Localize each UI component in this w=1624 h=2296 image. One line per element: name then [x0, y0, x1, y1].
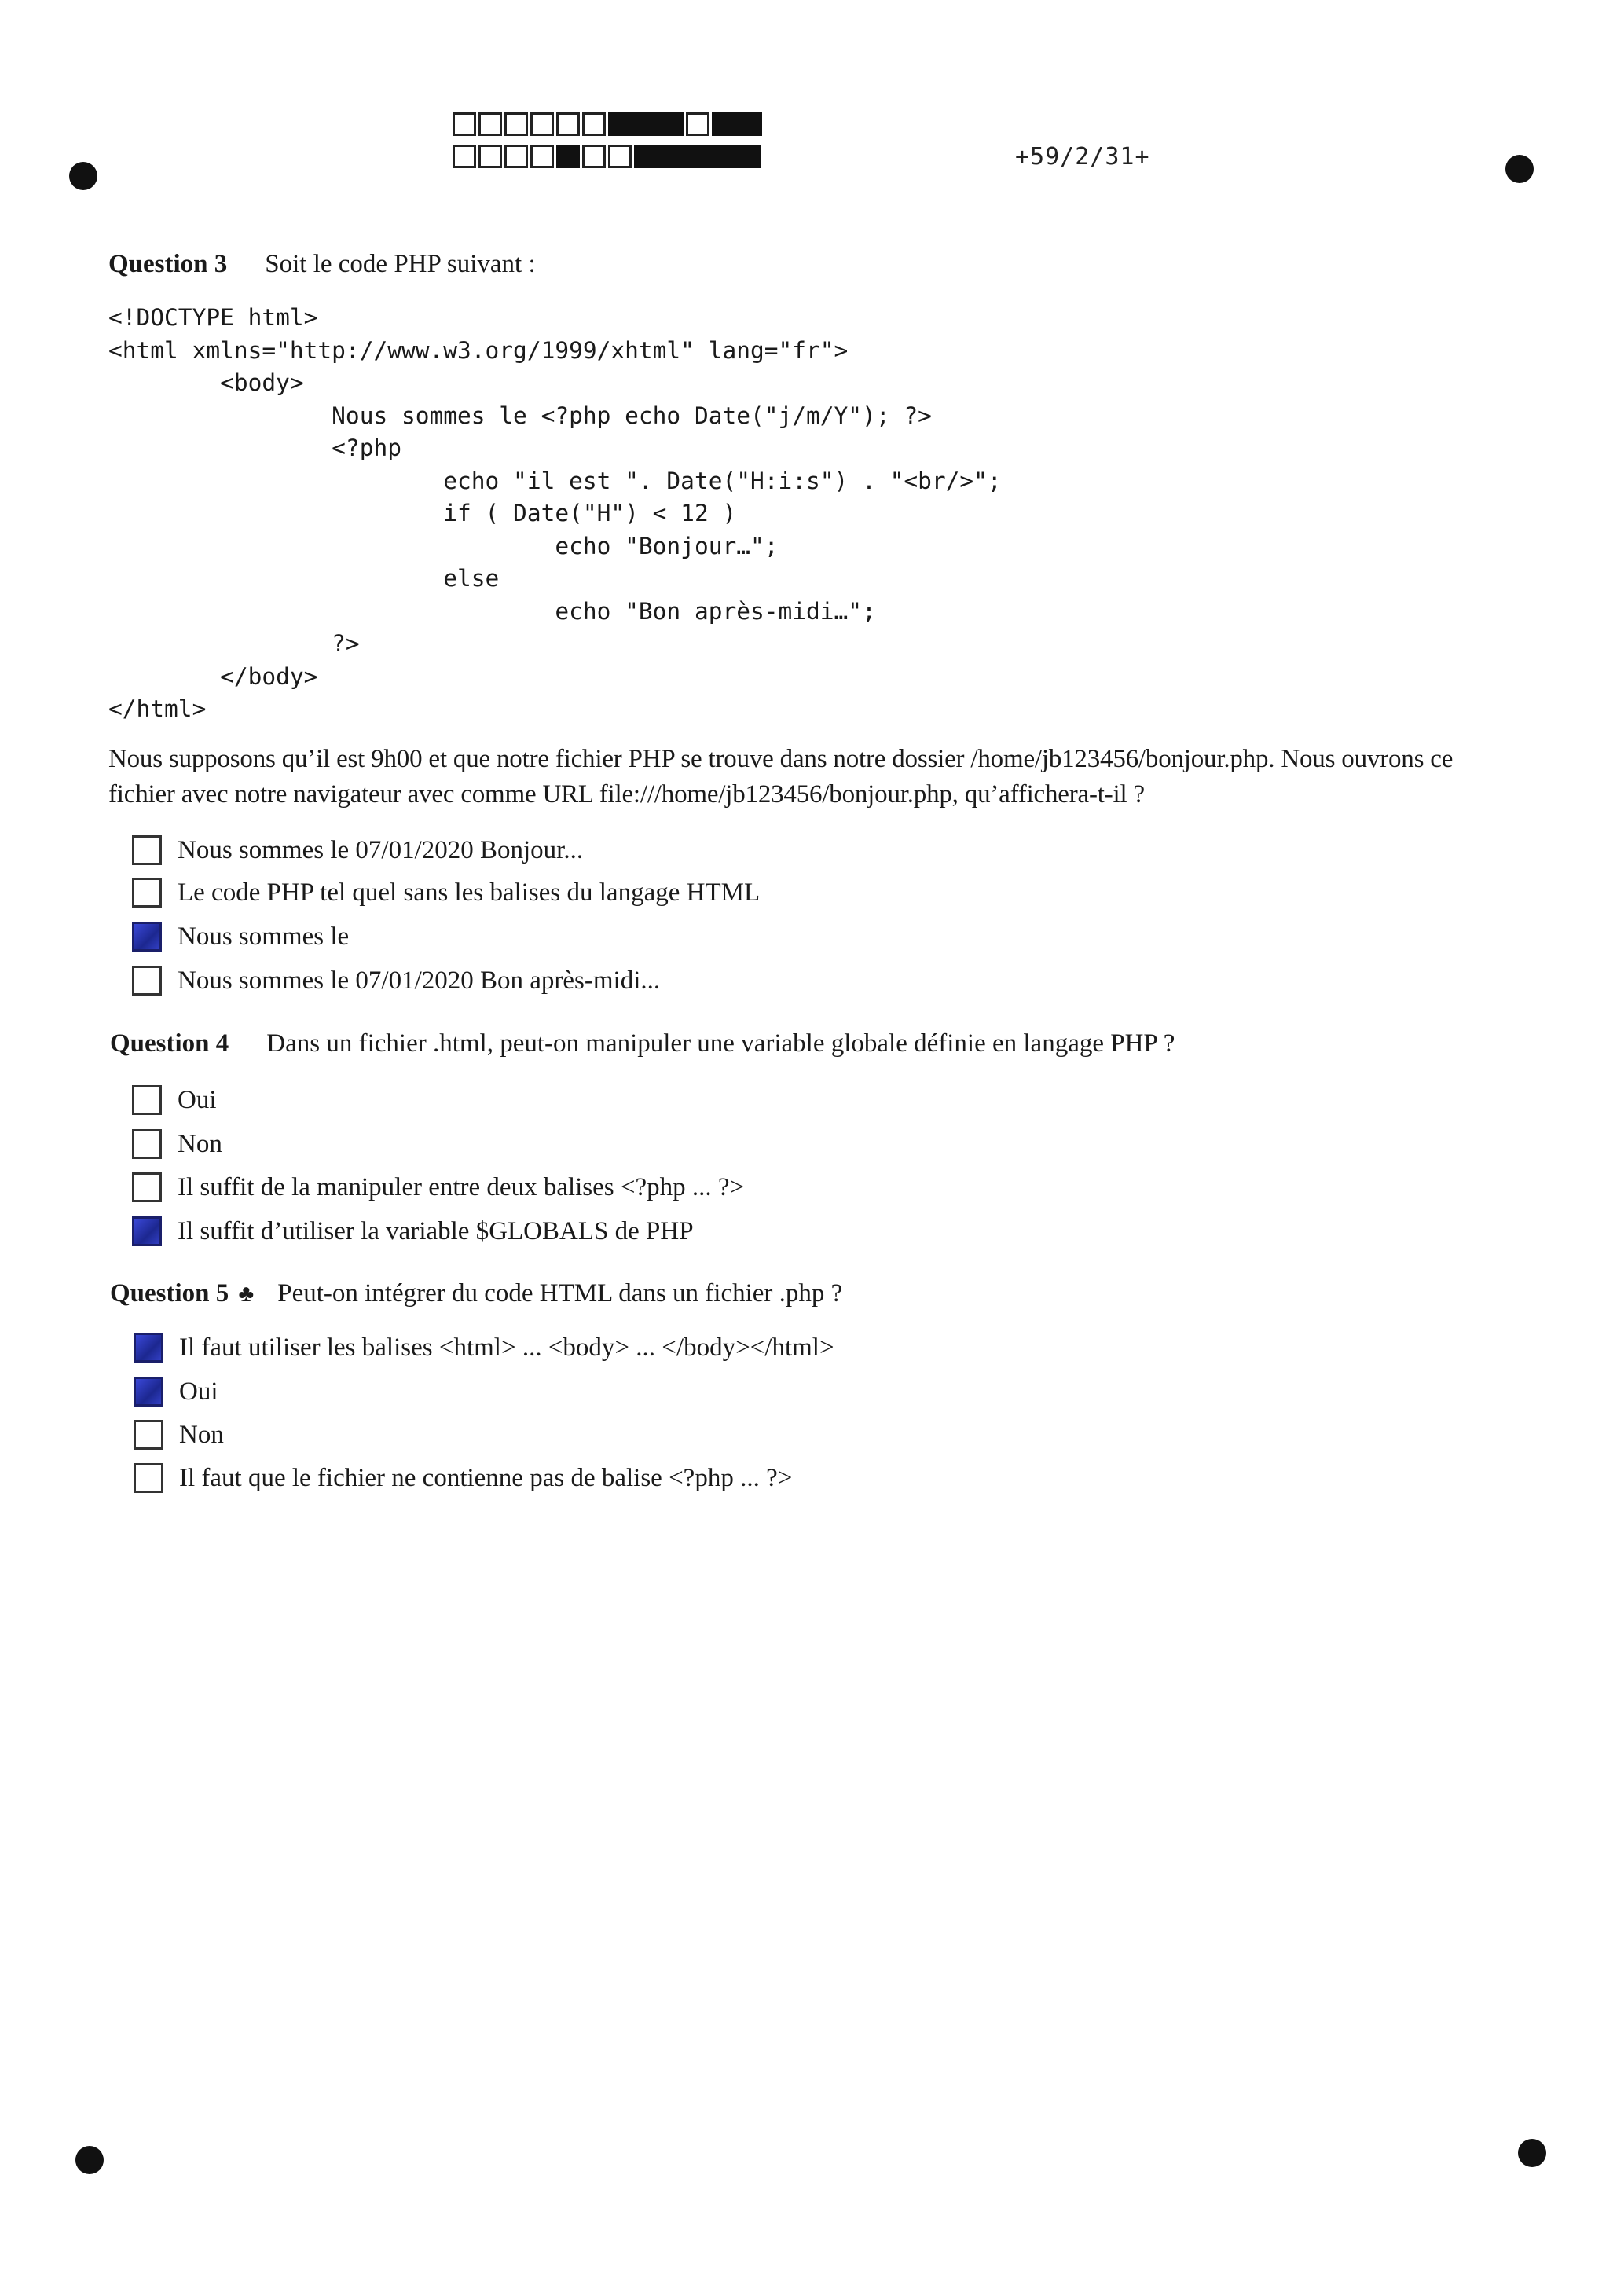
id-cell: [504, 145, 528, 168]
q3-option-4-label: Nous sommes le 07/01/2020 Bon après-midi...: [178, 966, 661, 995]
id-cell: [582, 145, 606, 168]
q3-option-1[interactable]: [132, 835, 583, 865]
question-4-header: [110, 1029, 1175, 1058]
q5-option-4[interactable]: [134, 1463, 792, 1493]
question-5-label: [110, 1279, 254, 1308]
q3-checkbox-1[interactable]: [132, 835, 162, 865]
question-3-paragraph: Nous supposons qu’il est 9h00 et que notre fichier PHP se trouve dans notre dossier /home/jb123456/bonjour.php. Nous ouvrons ce fichier avec notre navigateur avec comme URL file:///home/jb123456/bonjour.php, qu’affichera-t-il ?: [108, 745, 1454, 809]
q4-option-1[interactable]: [132, 1085, 217, 1115]
q3-checkbox-3[interactable]: [132, 922, 162, 952]
id-cell: [712, 112, 762, 136]
q3-checkbox-2[interactable]: [132, 878, 162, 908]
q3-option-3-label: Nous sommes le: [178, 922, 350, 951]
q4-checkbox-2[interactable]: [132, 1129, 162, 1159]
id-cell: [686, 112, 709, 136]
id-cell: [582, 112, 606, 136]
id-code-row-2: [453, 145, 764, 168]
code-line: ?>: [108, 630, 360, 657]
question-5-header: [110, 1279, 842, 1308]
q4-option-3-label: Il suffit de la manipuler entre deux balises <?php ... ?>: [178, 1172, 745, 1201]
code-line: </html>: [108, 695, 207, 722]
code-line: <html xmlns="http://www.w3.org/1999/xhtml" lang="fr">: [108, 336, 849, 364]
q4-option-4[interactable]: [132, 1216, 694, 1246]
registration-mark-top-left: [69, 162, 97, 190]
code-line: <?php: [108, 435, 401, 461]
q5-option-3-label: Non: [179, 1420, 224, 1449]
q3-option-2-label: Le code PHP tel quel sans les balises du langage HTML: [178, 878, 761, 907]
registration-mark-bottom-left: [75, 2146, 104, 2174]
code-line: echo "il est ". Date("H:i:s") . "<br/>";: [108, 467, 1002, 494]
q4-checkbox-1[interactable]: [132, 1085, 162, 1115]
q5-option-2-label: Oui: [179, 1377, 218, 1406]
id-cell: [634, 145, 761, 168]
q4-checkbox-4[interactable]: [132, 1216, 162, 1246]
q4-option-4-label: Il suffit d’utiliser la variable $GLOBALS de PHP: [178, 1216, 694, 1245]
q3-option-2[interactable]: [132, 878, 760, 908]
id-cell: [478, 112, 502, 136]
registration-mark-top-right: [1505, 155, 1534, 183]
id-cell: [504, 112, 528, 136]
id-cell: [556, 112, 580, 136]
q4-option-2-label: Non: [178, 1129, 222, 1158]
code-line: echo "Bonjour…";: [108, 532, 779, 559]
question-5-text: Peut-on intégrer du code HTML dans un fichier .php ?: [277, 1279, 843, 1308]
q3-checkbox-4[interactable]: [132, 966, 162, 996]
registration-mark-bottom-right: [1518, 2139, 1546, 2167]
id-cell: [556, 145, 580, 168]
id-cell: [608, 145, 632, 168]
code-line: Nous sommes le <?php echo Date("j/m/Y"); ?>: [108, 402, 932, 429]
code-line: echo "Bon après-midi…";: [108, 597, 876, 625]
q5-option-4-label: Il faut que le fichier ne contienne pas de balise <?php ... ?>: [179, 1463, 793, 1492]
q3-option-3[interactable]: [132, 922, 349, 952]
id-cell: [530, 112, 554, 136]
page-code: +59/2/31+: [1015, 143, 1150, 171]
id-cell: [453, 112, 476, 136]
club-icon: ♣: [238, 1281, 255, 1307]
q4-option-3[interactable]: [132, 1172, 744, 1202]
id-cell: [453, 145, 476, 168]
php-code-block: [108, 302, 1002, 726]
q3-option-4[interactable]: [132, 966, 660, 996]
code-line: </body>: [108, 662, 318, 690]
question-3-header: [108, 250, 536, 279]
q4-option-2[interactable]: [132, 1129, 222, 1159]
question-3-label: Question 3: [108, 250, 228, 278]
q5-checkbox-1[interactable]: [134, 1333, 163, 1363]
code-line: <body>: [108, 369, 304, 396]
q5-option-2[interactable]: [134, 1377, 218, 1407]
question-4-label: Question 4: [110, 1029, 229, 1058]
q3-option-1-label: Nous sommes le 07/01/2020 Bonjour...: [178, 835, 584, 864]
q5-checkbox-3[interactable]: [134, 1420, 163, 1450]
q5-checkbox-4[interactable]: [134, 1463, 163, 1493]
q4-option-1-label: Oui: [178, 1085, 217, 1114]
id-cell: [530, 145, 554, 168]
q5-checkbox-2[interactable]: [134, 1377, 163, 1407]
code-line: if ( Date("H") < 12 ): [108, 500, 737, 526]
q5-option-3[interactable]: [134, 1420, 224, 1450]
question-4-text: Dans un fichier .html, peut-on manipuler une variable globale définie en langage PHP ?: [266, 1029, 1175, 1058]
q5-option-1-label: Il faut utiliser les balises <html> ... <body> ... </body></html>: [179, 1333, 834, 1362]
id-cell: [608, 112, 684, 136]
id-code-row-1: [453, 112, 764, 136]
code-line: else: [108, 565, 500, 592]
question-3-text: Soit le code PHP suivant :: [265, 250, 536, 278]
code-line: <!DOCTYPE html>: [108, 304, 318, 331]
q5-option-1[interactable]: [134, 1333, 834, 1363]
id-cell: [478, 145, 502, 168]
question-5-label-text: Question 5: [110, 1279, 229, 1308]
q4-checkbox-3[interactable]: [132, 1172, 162, 1202]
